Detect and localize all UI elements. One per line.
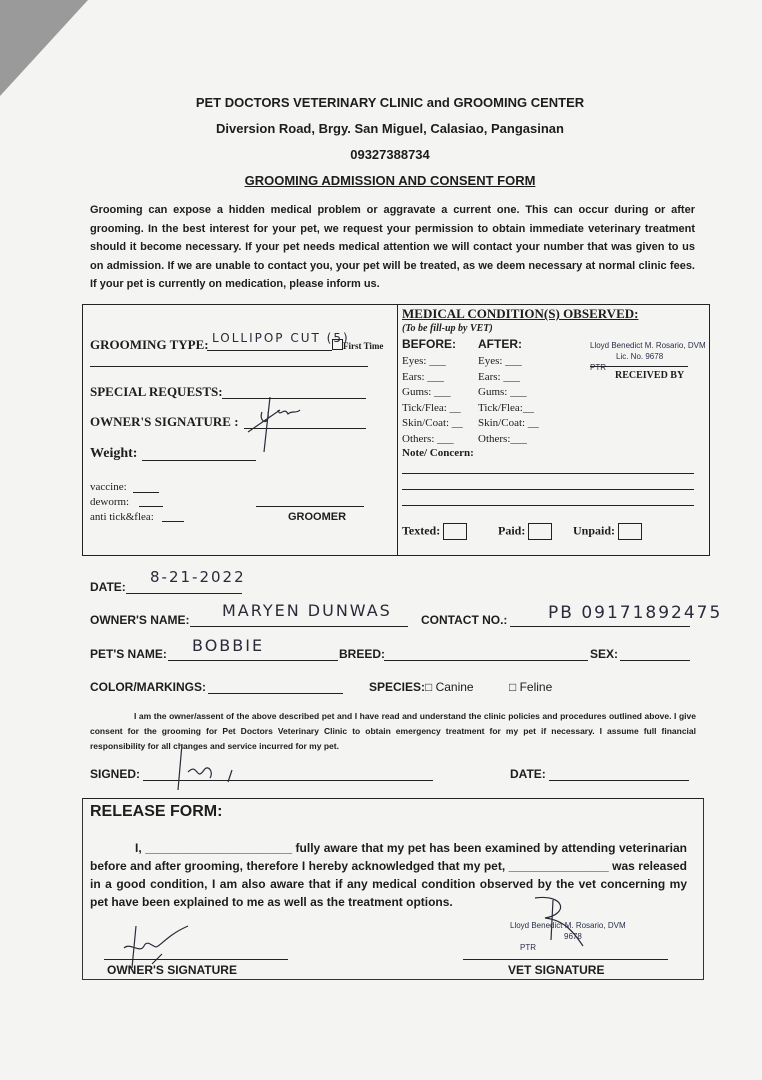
groomer-label: GROOMER [288,511,347,523]
unpaid-label: Unpaid: [573,523,616,538]
pet-name-line [168,660,338,661]
after-item[interactable]: Ears: ___ [478,370,520,383]
owner-name-label: OWNER'S NAME: [90,613,190,627]
deworm-line[interactable] [139,506,163,507]
before-item[interactable]: Gums: ___ [402,386,451,398]
species-label: SPECIES: [369,680,426,694]
clinic-phone: 09327388734 [350,147,430,162]
grooming-type-line [207,350,332,351]
contact-line [510,626,690,627]
box-divider [397,304,398,556]
after-item[interactable]: Tick/Flea:__ [478,401,534,414]
contact-label: CONTACT NO.: [421,613,508,627]
medical-title: MEDICAL CONDITION(S) OBSERVED: [402,306,639,321]
deworm-label: deworm: [90,496,130,508]
anti-tick-label: anti tick&flea: [90,511,154,523]
weight-label: Weight: [90,446,138,461]
consent-paragraph: I am the owner/assent of the above described pet and I have read and understand the clinic policies and procedures outlined above. I give consent for the grooming for Pet Doctors Veterinary Clinic to obtain emergency treatment for my pet if necessary. I assume full financial responsibility for all changes and service incurred for my pet. [90,711,696,751]
special-requests-label: SPECIAL REQUESTS: [90,384,223,399]
clinic-name: PET DOCTORS VETERINARY CLINIC and GROOMING CENTER [195,95,585,110]
canine-option[interactable]: □ Canine [425,680,474,694]
paid-field [498,523,552,540]
vaccine-label: vaccine: [90,481,127,493]
release-paragraph: I, ______________________ fully aware that my pet has been examined by attending veterinarian before and after grooming, therefore I hereby acknowledged that my pet, _______________ was released in a good condition, I am also aware that if any medical condition observed by the vet concerning my pet have been explained to me as well as the treatment options. [90,841,687,909]
before-item[interactable]: Eyes: ___ [402,355,446,367]
stamp-name: Lloyd Benedict M. Rosario, DVM [590,341,706,350]
signed-label: SIGNED: [90,767,141,781]
after-item[interactable]: Eyes: ___ [478,355,522,367]
feline-option[interactable]: □ Feline [509,680,553,694]
unpaid-field [573,523,642,540]
release-title: RELEASE FORM: [90,803,223,820]
release-owner-signature-label: OWNER'S SIGNATURE [107,963,237,977]
note-line-1[interactable] [402,473,694,474]
breed-line[interactable] [384,660,588,661]
date-value[interactable]: 8-21-2022 [150,568,246,586]
before-list [402,354,463,447]
before-label: BEFORE: [402,337,456,351]
first-time-label: First Time [343,341,384,351]
pet-name-value[interactable]: BOBBIE [192,636,265,655]
signed-signature-scribble [170,742,260,792]
sex-label: SEX: [590,647,619,661]
before-item[interactable]: Skin/Coat: __ [402,417,463,429]
medical-subtitle: (To be fill-up by VET) [402,323,493,334]
grooming-type-line-2 [90,366,368,367]
release-owner-signature-line[interactable] [104,959,288,960]
texted-label: Texted: [402,523,441,538]
unpaid-checkbox[interactable] [618,523,642,540]
release-stamp-lic: 9678 [564,932,582,941]
groomer-line[interactable] [256,506,364,507]
note-line-2[interactable] [402,489,694,490]
pet-name-label: PET'S NAME: [90,647,167,661]
after-label: AFTER: [478,337,522,351]
grooming-type-label: GROOMING TYPE: [90,337,209,352]
after-item[interactable]: Skin/Coat: __ [478,417,539,429]
note-line-3[interactable] [402,505,694,506]
sex-line[interactable] [620,660,690,661]
owner-name-value[interactable]: MARYEN DUNWAS [222,601,392,620]
owner-signature-scribble [240,392,320,462]
date-line [126,593,242,594]
grooming-type-value[interactable]: LOLLIPOP CUT (5) [212,331,350,345]
received-by-line[interactable] [590,366,688,367]
release-vet-signature-line[interactable] [463,959,668,960]
breed-label: BREED: [339,647,386,661]
received-by-label: RECEIVED BY [615,370,685,381]
before-item[interactable]: Others: ___ [402,432,454,445]
note-label: Note/ Concern: [402,447,474,459]
before-item[interactable]: Tick/Flea: __ [402,401,461,414]
contact-value[interactable]: PB 09171892475 [548,603,723,623]
release-stamp-name: Lloyd Benedict M. Rosario, DVM [510,921,626,930]
weight-line[interactable] [142,460,256,461]
texted-field [402,523,467,540]
owner-signature-label: OWNER'S SIGNATURE : [90,414,239,429]
paid-label: Paid: [498,523,526,538]
signed-date-line[interactable] [549,780,689,781]
color-line[interactable] [208,693,343,694]
texted-checkbox[interactable] [443,523,467,540]
before-item[interactable]: Ears: ___ [402,370,444,383]
vaccine-line[interactable] [133,492,159,493]
stamp-lic: Lic. No. 9678 [616,352,664,361]
release-vet-signature-label: VET SIGNATURE [508,963,605,977]
release-vet-signature-scribble [525,890,595,950]
paid-checkbox[interactable] [528,523,552,540]
color-label: COLOR/MARKINGS: [90,680,206,694]
after-item[interactable]: Others:___ [478,432,527,445]
clinic-address: Diversion Road, Brgy. San Miguel, Calasiao, Pangasinan [216,121,564,136]
after-item[interactable]: Gums: ___ [478,386,527,398]
signed-date-label: DATE: [510,767,546,781]
owner-name-line [190,626,408,627]
anti-tick-line[interactable] [162,521,184,522]
first-time-checkbox[interactable] [332,339,343,350]
after-list [478,354,539,447]
intro-paragraph: Grooming can expose a hidden medical problem or aggravate a current one. This can occur during or after grooming. In the best interest for your pet, we request your permission to obtain immediate veterinary treatment should it become necessary. If your pet needs medical attention we will contact your number that was given to us on admission. If we are unable to contact you, your pet will be treated, as we deem necessary at normal clinic fees. If your pet is currently on medication, please inform us. [90,204,695,290]
form-title: GROOMING ADMISSION AND CONSENT FORM [244,173,536,188]
date-label: DATE: [90,580,126,594]
release-stamp-ptr: PTR [520,943,536,952]
vet-stamp [590,340,706,373]
stamp-ptr: PTR [590,363,606,372]
page-corner-fold [0,0,88,96]
